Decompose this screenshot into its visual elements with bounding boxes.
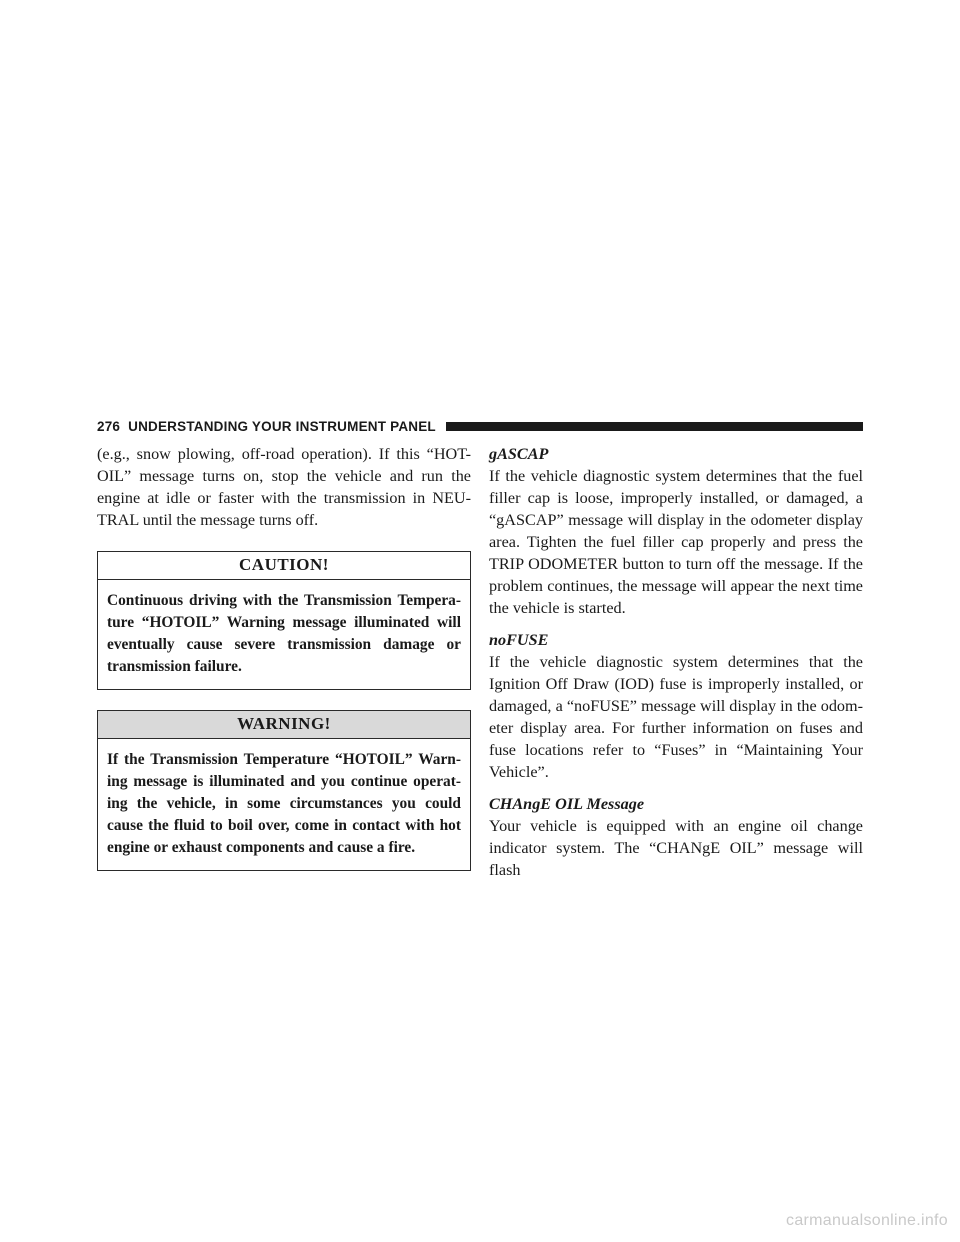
watermark: carmanualsonline.info [786,1212,948,1229]
warning-text: If the Transmission Temperature “HOTOIL” Warn-ing message is illuminated and you continue operat-ing the vehicle, in some circumstances you could cause the fluid to boil over, come in contact with hot engine or exhaust components and cause a fire. [107,751,461,856]
warning-box [97,710,471,871]
caution-title: CAUTION! [98,552,470,580]
change-oil-paragraph: Your vehicle is equipped with an engine oil change indicator system. The “CHANgE OIL” message will flash [489,817,863,879]
caution-text: Continuous driving with the Transmission Tempera-ture “HOTOIL” Warning message illuminated will eventually cause severe transmission damage or transmission failure. [107,592,461,675]
right-column [489,443,863,891]
left-column [97,443,471,871]
gascap-heading: gASCAP [489,445,549,463]
page-header [97,416,863,436]
nofuse-heading: noFUSE [489,631,549,649]
section-title: UNDERSTANDING YOUR INSTRUMENT PANEL [128,418,436,434]
caution-box [97,551,471,690]
page-number: 276 [97,418,121,434]
header-rule [446,422,863,431]
intro-paragraph: (e.g., snow plowing, off-road operation). If this “HOT-OIL” message turns on, stop the vehicle and run the engine at idle or faster with the transmission in NEU-TRAL until the message turns off. [97,445,471,529]
change-oil-heading: CHAngE OIL Message [489,795,644,813]
warning-title: WARNING! [98,711,470,739]
gascap-paragraph: If the vehicle diagnostic system determines that the fuel filler cap is loose, improperly installed, or damaged, a “gASCAP” message will display in the odometer display area. Tighten the fuel filler cap properly and press the TRIP ODOMETER button to turn off the message. If the problem continues, the message will appear the next time the vehicle is started. [489,467,863,617]
nofuse-paragraph: If the vehicle diagnostic system determines that the Ignition Off Draw (IOD) fuse is improperly installed, or damaged, a “noFUSE” message will display in the odom-eter display area. For further information on fuses and fuse locations refer to “Fuses” in “Maintaining Your Vehicle”. [489,653,863,781]
